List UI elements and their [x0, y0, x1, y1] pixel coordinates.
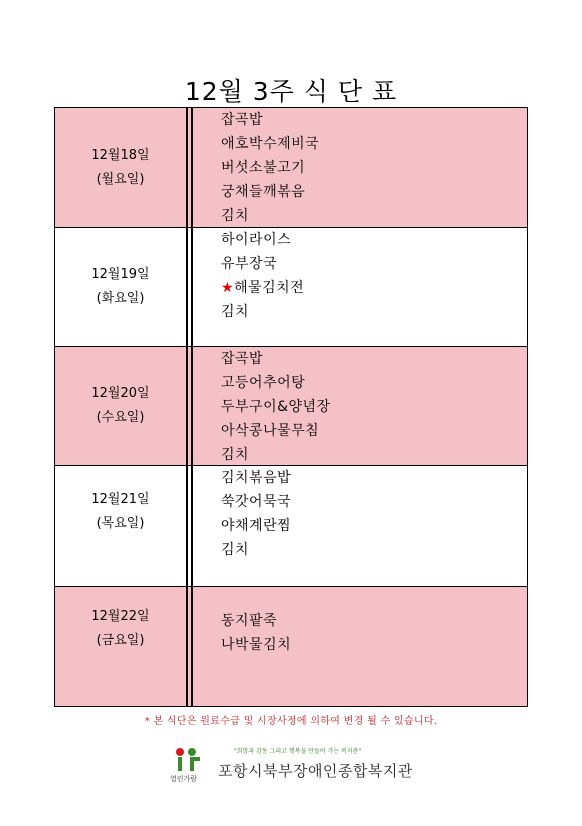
divider-line: [186, 228, 188, 346]
menu-item: 김치: [221, 304, 250, 320]
date-label: 12월21일: [91, 492, 150, 507]
divider-line: [191, 466, 193, 586]
weekday-label: (수요일): [96, 410, 145, 425]
menu-item-featured: ★해물김치전: [221, 280, 305, 296]
menu-item: 하이라이스: [221, 232, 292, 248]
divider-line: [191, 108, 193, 227]
date-label: 12월22일: [91, 609, 150, 624]
date-label: 12월20일: [91, 386, 150, 401]
divider-line: [186, 108, 188, 227]
day-row-mon: [55, 108, 527, 227]
menu-item: 궁채들깨볶음: [221, 184, 306, 200]
menu-table: [54, 107, 528, 707]
weekday-label: (목요일): [96, 516, 145, 531]
menu-item: 나박물김치: [221, 637, 292, 653]
menu-item: 잡곡밥: [221, 112, 264, 128]
day-row-wed: [55, 346, 527, 465]
day-row-thu: [55, 465, 527, 586]
divider-line: [191, 347, 193, 465]
menu-item: 유부장국: [221, 256, 278, 272]
menu-item: 김치: [221, 542, 250, 558]
date-cell: [55, 347, 186, 465]
page-title: 12월 3주 식 단 표: [184, 77, 398, 106]
divider-line: [186, 587, 188, 706]
menu-item: 아삭콩나물무침: [221, 423, 320, 439]
star-icon: ★: [221, 280, 235, 296]
menu-cell: [221, 587, 527, 706]
date-cell: [55, 587, 186, 706]
menu-item: 두부구이&양념장: [221, 399, 331, 415]
menu-item: 쑥갓어묵국: [221, 494, 292, 510]
menu-cell: [221, 228, 527, 346]
menu-item: 야채계란찜: [221, 518, 292, 534]
menu-item: 김치: [221, 447, 250, 463]
logo-caption: 열린가람: [170, 775, 198, 783]
weekday-label: (월요일): [96, 171, 145, 187]
menu-cell: [221, 466, 527, 586]
menu-item: 고등어추어탕: [221, 375, 306, 391]
menu-item: 동지팥죽: [221, 613, 278, 629]
org-slogan: "희망과 감동 그리고 행복을 만들어 가는 복지관": [234, 748, 362, 755]
date-cell: [55, 466, 186, 586]
menu-item: 김치: [221, 208, 250, 224]
divider-line: [191, 587, 193, 706]
divider-line: [191, 228, 193, 346]
menu-item: 애호박수제비국: [221, 136, 320, 152]
date-label: 12월18일: [91, 147, 150, 163]
menu-item: 버섯소불고기: [221, 160, 306, 176]
weekday-label: (화요일): [96, 291, 145, 306]
menu-change-notice: * 본 식단은 원료수급 및 시장사정에 의하여 변경 될 수 있습니다.: [144, 716, 438, 727]
day-row-tue: [55, 227, 527, 346]
date-cell: [55, 228, 186, 346]
weekday-label: (금요일): [96, 633, 145, 648]
divider-line: [186, 466, 188, 586]
divider-line: [186, 347, 188, 465]
day-row-fri: [55, 586, 527, 706]
date-cell: [55, 108, 186, 227]
org-name: 포항시북부장애인종합복지관: [218, 762, 413, 780]
date-label: 12월19일: [91, 267, 150, 282]
menu-item: 잡곡밥: [221, 351, 264, 367]
footer: [170, 744, 413, 784]
menu-item: 김치볶음밥: [221, 470, 292, 486]
menu-cell: [221, 108, 527, 227]
menu-cell: [221, 347, 527, 465]
